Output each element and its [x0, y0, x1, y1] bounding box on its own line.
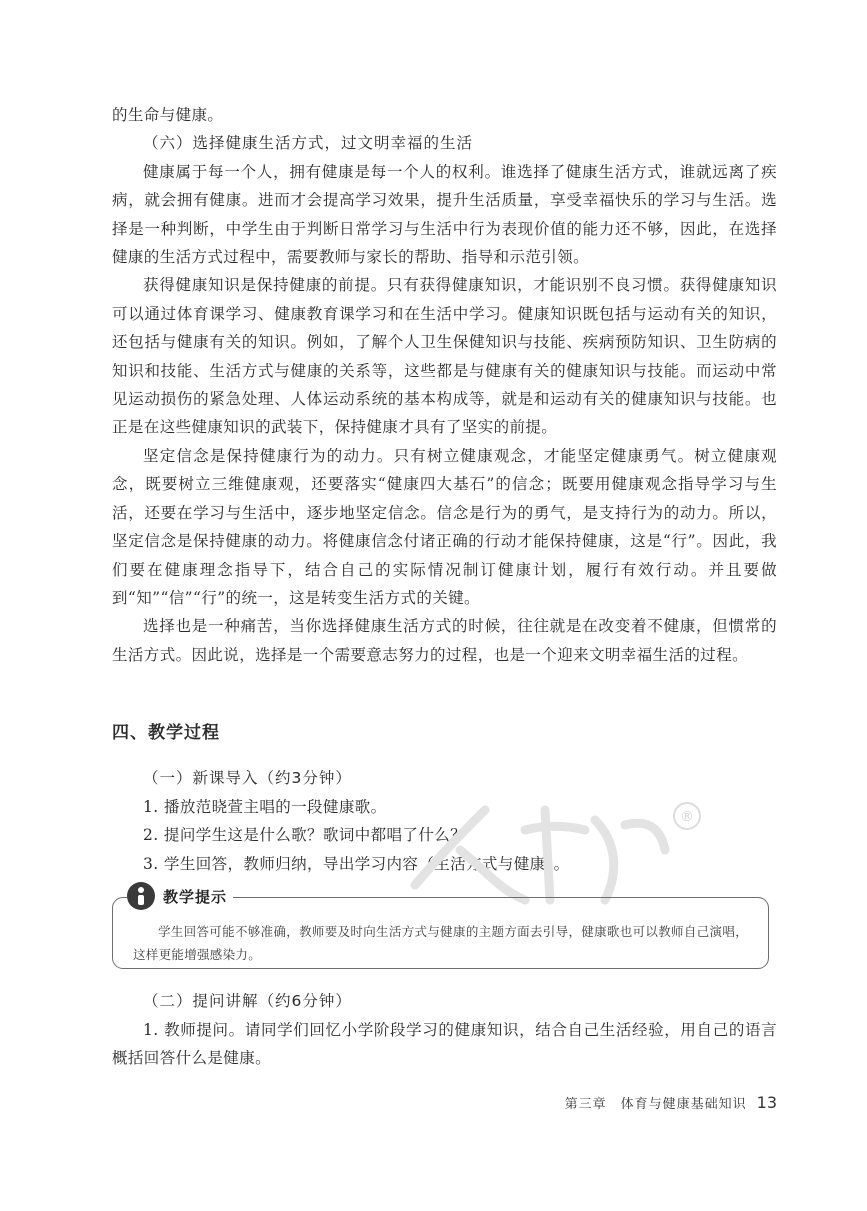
tip-title: 教学提示 [163, 887, 228, 906]
tip-header [127, 881, 233, 911]
paragraph: 获得健康知识是保持健康的前提。只有获得健康知识，才能识别不良习惯。获得健康知识可以通过体育课学习、健康教育课学习和在生活中学习。健康知识既包括与运动有关的知识，还包括与健康有关的知识。例如，了解个人卫生保健知识与技能、疾病预防知识、卫生防病的知识和技能、生活方式与健康的关系等，这些都是与健康有关的健康知识与技能。而运动中常见运动损伤的紧急处理、人体运动系统的基本构成等，就是和运动有关的健康知识与技能。也正是在这些健康知识的武装下，保持健康才具有了坚实的前提。 [112, 276, 777, 437]
paragraph: 坚定信念是保持健康行为的动力。只有树立健康观念，才能坚定健康勇气。树立健康观念，既要树立三维健康观，还要落实“健康四大基石”的信念；既要用健康观念指导学习与生活，还要在学习与生活中，逐步地坚定信念。信念是行为的勇气，是支持行为的动力。所以，坚定信念是保持健康的动力。将健康信念付诸正确的行动才能保持健康，这是“行”。因此，我们要在健康理念指导下，结合自己的实际情况制订健康计划，履行有效行动。并且要做到“知”“信”“行”的统一，这是转变生活方式的关键。 [112, 446, 777, 607]
page-number: 13 [756, 1093, 777, 1112]
body-text [112, 101, 777, 669]
section-heading: 四、教学过程 [112, 723, 220, 743]
paragraph-continuation: 的生命与健康。 [112, 106, 224, 124]
subsection-heading-2: （二）提问讲解（约6分钟） [143, 992, 352, 1010]
subsection-heading-1: （一）新课导入（约3分钟） [143, 769, 352, 787]
subsection-heading-6: （六）选择健康生活方式，过文明幸福的生活 [143, 134, 474, 153]
info-icon [127, 882, 155, 910]
list-item: 3. 学生回答，教师归纳，导出学习内容（生活方式与健康）。 [143, 854, 570, 873]
lesson-intro-block [112, 764, 777, 878]
list-item: 2. 提问学生这是什么歌？歌词中都唱了什么？ [143, 826, 467, 844]
chapter-title: 第三章 体育与健康基础知识 [564, 1097, 747, 1112]
lesson-qa-block [112, 987, 777, 1073]
list-item: 1. 教师提问。请同学们回忆小学阶段学习的健康知识，结合自己生活经验，用自己的语言概括回答什么是健康。 [112, 1020, 777, 1067]
tip-divider [253, 897, 746, 898]
tip-body: 学生回答可能不够准确，教师要及时向生活方式与健康的主题方面去引导，健康歌也可以教师自己演唱，这样更能增强感染力。 [133, 924, 748, 962]
teaching-tip-box [112, 887, 769, 969]
svg-text:®: ® [680, 809, 694, 825]
page-footer [565, 1093, 777, 1112]
paragraph: 选择也是一种痛苦，当你选择健康生活方式的时候，往往就是在改变着不健康，但惯常的生活方式。因此说，选择是一个需要意志努力的过程，也是一个迎来文明幸福生活的过程。 [112, 617, 777, 664]
list-item: 1. 播放范晓萱主唱的一段健康歌。 [143, 797, 387, 816]
paragraph: 健康属于每一个人，拥有健康是每一个人的权利。谁选择了健康生活方式，谁就远离了疾病，就会拥有健康。进而才会提高学习效果，提升生活质量，享受幸福快乐的学习与生活。选择是一种判断，中学生由于判断日常学习与生活中行为表现价值的能力还不够，因此，在选择健康的生活方式过程中，需要教师与家长的帮助、指导和示范引领。 [112, 162, 777, 267]
